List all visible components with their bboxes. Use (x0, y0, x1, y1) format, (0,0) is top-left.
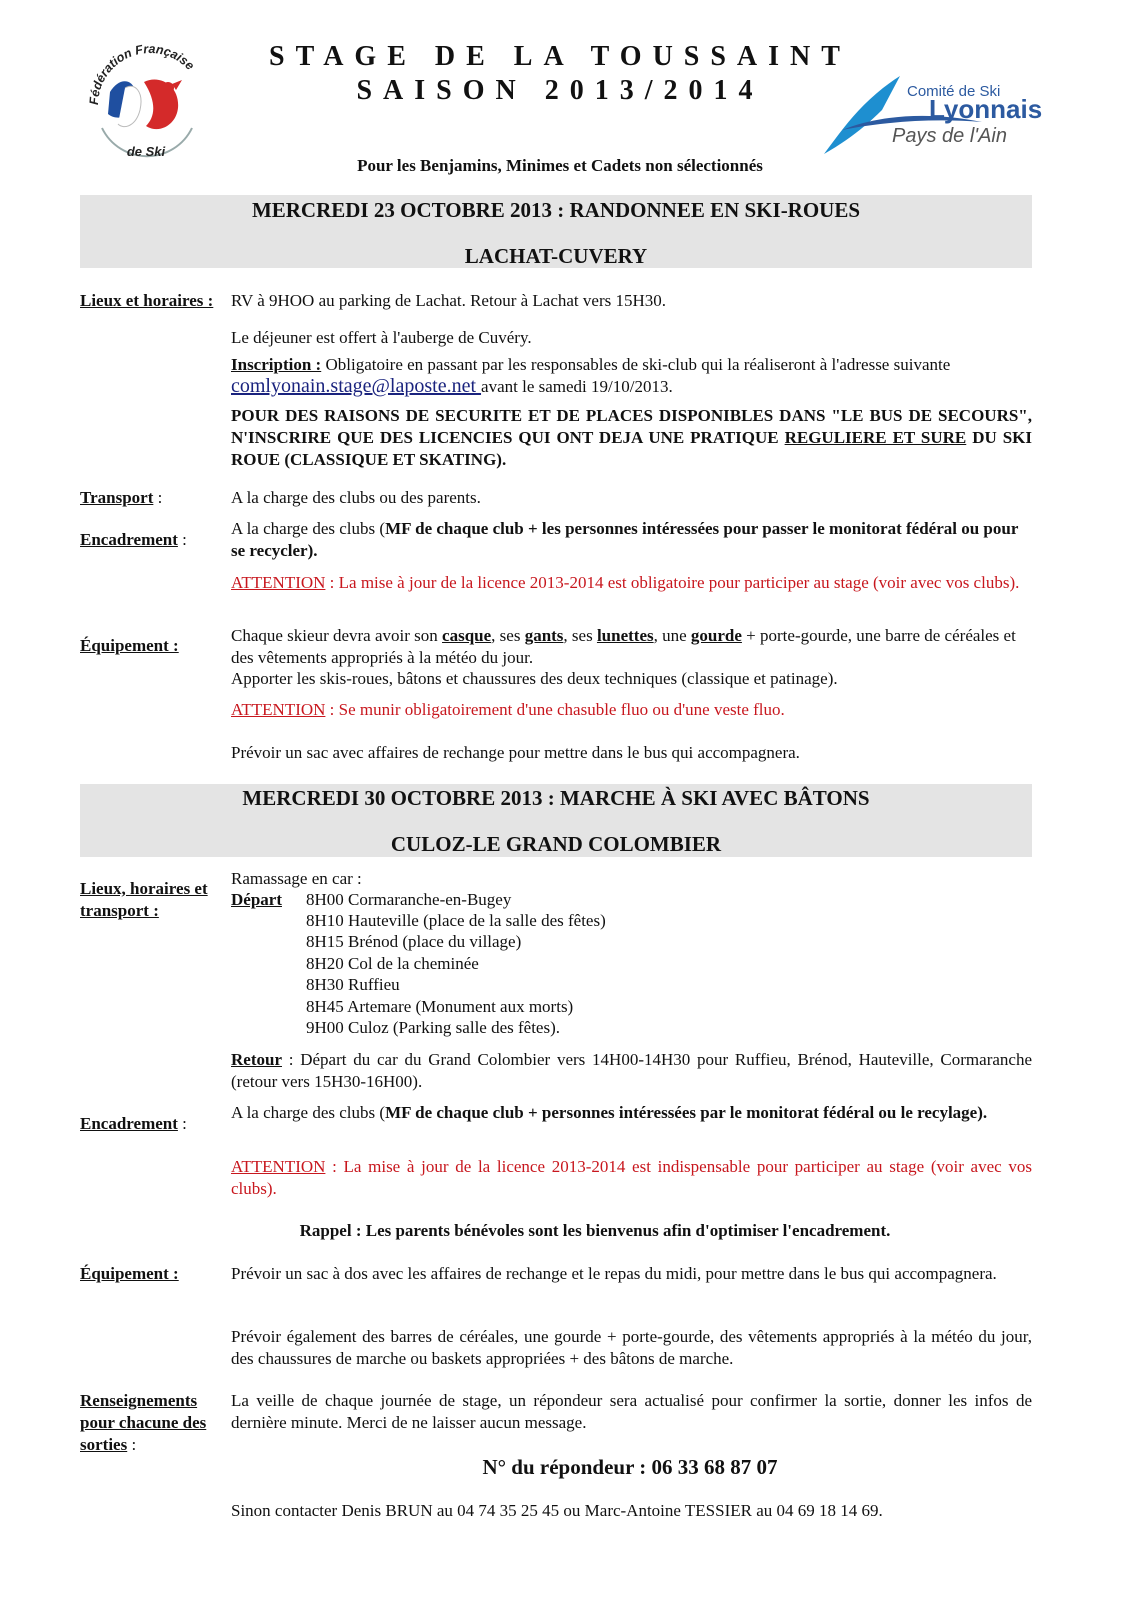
s1-transport-label-text: Transport (80, 488, 154, 507)
s1-encadrement-colon: : (177, 530, 187, 549)
s2-retour-text: : Départ du car du Grand Colombier vers 14H00-14H30 pour Ruffieu, Brénod, Hauteville, Cormaranche (retour vers 15H30-16H00). (231, 1050, 1032, 1091)
s2-renseignements-colon: : (127, 1435, 137, 1454)
lyonnais-logo-line-1: Comité de Ski (907, 83, 1001, 100)
s2-attention (231, 1156, 1032, 1200)
s1-inscription-label: Inscription : (231, 355, 322, 374)
s1-transport-colon: : (153, 488, 163, 507)
s2-equipement-text-2: Prévoir également des barres de céréales, une gourde + porte-gourde, des vêtements appropriés à la météo du jour, des chaussures de marche ou baskets appropriées + des bâtons de marche. (231, 1327, 1032, 1368)
section1-place: LACHAT-CUVERY (464, 244, 648, 268)
s1-attention-1 (231, 572, 1032, 594)
s1-securite-1: POUR DES RAISONS DE SECURITE ET DE PLACES DISPONIBLES DANS "LE BUS DE SECOURS", N'INSCRIRE QUE DES LICENCIES QUI ONT DEJA UNE PRATIQUE (231, 406, 1032, 447)
section2-title: MERCREDI 30 OCTOBRE 2013 : MARCHE À SKI AVEC BÂTONS (242, 786, 870, 810)
s2-retour (231, 1049, 1032, 1093)
s2-renseignements-label-3-text: sorties (80, 1435, 128, 1454)
page-title-line-2: SAISON 2013/2014 (356, 75, 764, 106)
s2-stop: 8H45 Artemare (Monument aux morts) (306, 997, 574, 1016)
section2-place: CULOZ-LE GRAND COLOMBIER (390, 832, 722, 856)
s2-stop: 8H20 Col de la cheminée (306, 954, 479, 973)
s2-stop: 9H00 Culoz (Parking salle des fêtes). (306, 1018, 560, 1037)
s1-lieux-text: RV à 9HOO au parking de Lachat. Retour à Lachat vers 15H30. (231, 291, 666, 310)
s1-equipement-text (231, 625, 1032, 669)
s1-securite-2: REGULIERE ET SURE (784, 428, 967, 447)
s2-encadrement-colon: : (177, 1114, 187, 1133)
s1-equip-part-1: Chaque skieur devra avoir son (231, 626, 443, 645)
s1-equip-part-5: + porte-gourde, une barre de céréales et des vêtements appropriés à la météo du jour. (231, 626, 1016, 667)
s1-equip-part-4: , une (653, 626, 691, 645)
s1-equip-lunettes: lunettes (596, 626, 654, 645)
s2-stop: 8H10 Hauteville (place de la salle des fêtes) (306, 911, 606, 930)
s1-lieux-label: Lieux et horaires : (80, 291, 214, 310)
s2-rappel: Rappel : Les parents bénévoles sont les bienvenus afin d'optimiser l'encadrement. (299, 1221, 891, 1240)
s1-attention-2-label: ATTENTION (231, 700, 326, 719)
s2-ramassage: Ramassage en car : (231, 869, 362, 888)
ffs-logo-arc-text: Fédération Française (86, 41, 198, 106)
svg-text:Fédération Française (87, 42, 197, 105)
s1-equip-part-3: , ses (563, 626, 597, 645)
s2-phone: N° du répondeur : 06 33 68 87 07 (482, 1455, 778, 1479)
lyonnais-logo-line-3: Pays de l'Ain (892, 125, 1007, 147)
s2-encadrement-bold: MF de chaque club + personnes intéressées par le monitorat fédéral ou le recylage). (385, 1103, 988, 1122)
ffs-logo-bottom-text: de Ski (126, 144, 166, 159)
s1-sac: Prévoir un sac avec affaires de rechange pour mettre dans le bus qui accompagnera. (231, 743, 800, 762)
s1-attention-2-text: : Se munir obligatoirement d'une chasuble fluo ou d'une veste fluo. (325, 700, 785, 719)
s2-renseignements-label-2: pour chacune des (80, 1413, 207, 1432)
s1-equip-part-2: , ses (491, 626, 525, 645)
s2-equipement-text-1: Prévoir un sac à dos avec les affaires de rechange et le repas du midi, pour mettre dans le bus qui accompagnera. (231, 1264, 997, 1283)
s1-email-link[interactable]: comlyonain.stage@laposte.net (231, 375, 482, 397)
section1-title: MERCREDI 23 OCTOBRE 2013 : RANDONNEE EN SKI-ROUES (251, 198, 861, 222)
s1-securite-3: DU SKI ROUE (CLASSIQUE ET SKATING). (231, 428, 1032, 469)
s1-encadrement-label-text: Encadrement (80, 530, 178, 549)
s2-stop: 8H00 Cormaranche-en-Bugey (306, 890, 512, 909)
s2-renseignements-label-3 (80, 1434, 136, 1456)
s1-encadrement-bold: MF de chaque club + les personnes intéressées pour passer le monitorat fédéral ou pour se recycler). (231, 519, 1019, 560)
s1-attention-2 (231, 699, 1032, 721)
s1-attention-1-label: ATTENTION (231, 573, 326, 592)
ffs-logo (80, 30, 215, 170)
s1-equipement-label: Équipement : (80, 636, 179, 655)
s1-email-line (231, 375, 1032, 398)
section1-band (80, 195, 1032, 268)
s2-encadrement-plain: A la charge des clubs ( (231, 1103, 386, 1122)
s1-transport-label (80, 487, 162, 509)
s1-equip-gants: gants (524, 626, 564, 645)
s2-lieux-label-2: transport : (80, 901, 159, 920)
page-subtitle: Pour les Benjamins, Minimes et Cadets non sélectionnés (357, 156, 763, 175)
s2-lieux-label-1: Lieux, horaires et (80, 879, 208, 898)
s1-attention-1-text: : La mise à jour de la licence 2013-2014 est obligatoire pour participer au stage (voir avec vos clubs). (325, 573, 1020, 592)
s2-attention-text: : La mise à jour de la licence 2013-2014 est indispensable pour participer au stage (voir avec vos clubs). (231, 1157, 1032, 1198)
s1-dejeuner: Le déjeuner est offert à l'auberge de Cuvéry. (231, 328, 532, 347)
s1-inscription (231, 354, 1032, 376)
s1-deadline: avant le samedi 19/10/2013. (481, 377, 673, 396)
s1-transport-text: A la charge des clubs ou des parents. (231, 488, 481, 507)
s2-stop: 8H30 Ruffieu (306, 975, 400, 994)
s1-equip-casque: casque (442, 626, 492, 645)
s2-depart-label: Départ (231, 890, 282, 909)
s1-inscription-text: Obligatoire en passant par les responsables de ski-club qui la réaliseront à l'adresse suivante (321, 355, 951, 374)
s1-encadrement-text (231, 518, 1032, 562)
s1-apporter: Apporter les skis-roues, bâtons et chaussures des deux techniques (classique et patinage). (231, 669, 838, 688)
s2-stop: 8H15 Brénod (place du village) (306, 932, 522, 951)
lyonnais-logo (822, 70, 1062, 160)
s1-encadrement-plain: A la charge des clubs ( (231, 519, 386, 538)
s2-contact: Sinon contacter Denis BRUN au 04 74 35 25 45 ou Marc-Antoine TESSIER au 04 69 18 14 69. (231, 1501, 883, 1520)
section2-band (80, 784, 1032, 857)
s2-equipement-label: Équipement : (80, 1264, 179, 1283)
s2-encadrement-label (80, 1113, 187, 1135)
s1-encadrement-label (80, 529, 187, 551)
s2-renseignements-label-1: Renseignements (80, 1391, 198, 1410)
s1-securite (231, 405, 1032, 471)
s2-attention-label: ATTENTION (231, 1157, 326, 1176)
page-title-line-1: STAGE DE LA TOUSSAINT (269, 41, 851, 72)
lyonnais-logo-line-2: Lyonnais (929, 94, 1043, 124)
s2-encadrement-text (231, 1102, 1032, 1124)
s1-equip-gourde: gourde (690, 626, 742, 645)
s2-retour-label: Retour (231, 1050, 282, 1069)
s2-renseignements-text: La veille de chaque journée de stage, un répondeur sera actualisé pour confirmer la sortie, donner les infos de dernière minute. Merci de ne laisser aucun message. (231, 1391, 1032, 1432)
s2-encadrement-label-text: Encadrement (80, 1114, 178, 1133)
